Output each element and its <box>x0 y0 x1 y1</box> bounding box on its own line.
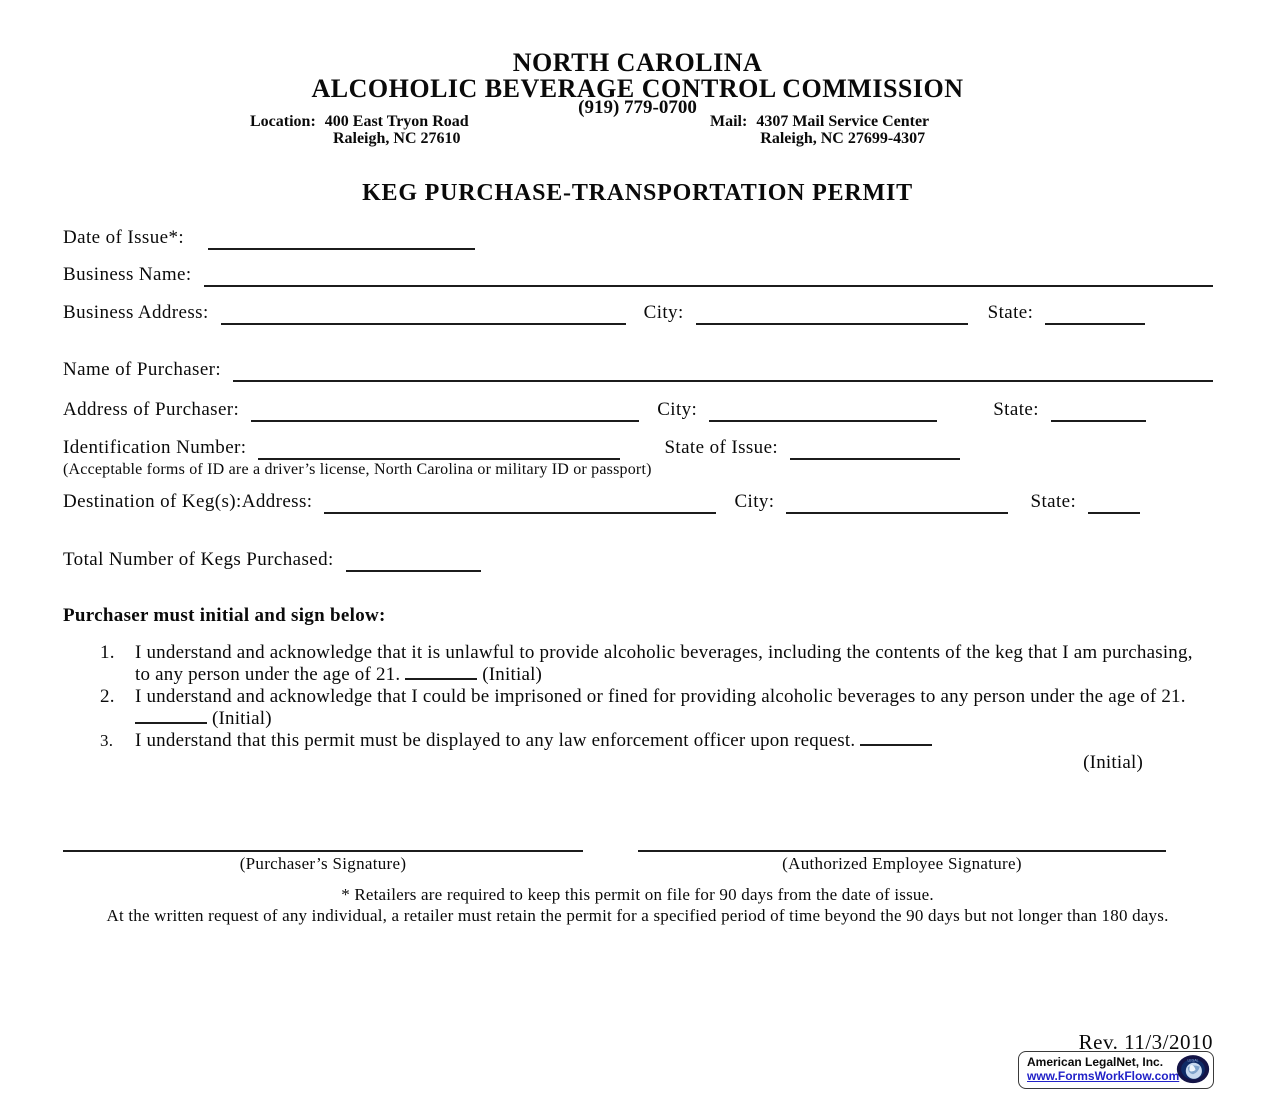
business-address-blank <box>221 305 626 325</box>
brand-name: American LegalNet, Inc. <box>1027 1055 1164 1069</box>
total-kegs-label: Total Number of Kegs Purchased: <box>63 549 334 570</box>
purchaser-signature-line <box>63 836 583 852</box>
acknowledgement-item-3 <box>100 730 1211 774</box>
business-state-blank <box>1045 305 1145 325</box>
purchaser-signature-block <box>63 836 583 874</box>
org-name-line1: NORTH CAROLINA <box>512 48 763 77</box>
destination-label: Destination of Keg(s):Address: <box>63 491 313 512</box>
globe-logo-icon <box>1176 1053 1210 1087</box>
purchaser-name-row <box>63 358 1213 382</box>
item-2-number: 2. <box>100 686 115 707</box>
business-name-blank <box>204 267 1213 287</box>
acknowledgement-item-1 <box>100 642 1211 686</box>
employee-signature-block <box>638 836 1166 874</box>
destination-state-blank <box>1088 494 1140 514</box>
item-2-initial-label: (Initial) <box>211 708 272 729</box>
location-block <box>250 113 469 147</box>
item-2-text: I understand and acknowledge that I could be imprisoned or fined for providing alcoholic beverages to any person under the age of 21. (Initial) <box>135 686 1186 729</box>
svg-text:LEGAL: LEGAL <box>1187 1058 1199 1063</box>
identification-number-label: Identification Number: <box>63 437 247 458</box>
forms-workflow-link[interactable]: www.FormsWorkFlow.com <box>1027 1069 1180 1083</box>
location-address-line1: 400 East Tryon Road <box>324 113 469 130</box>
purchaser-address-blank <box>251 402 639 422</box>
retention-footnote <box>65 884 1210 926</box>
purchaser-city-label: City: <box>657 399 698 420</box>
purchaser-address-label: Address of Purchaser: <box>63 399 240 420</box>
id-acceptable-note: (Acceptable forms of ID are a driver’s license, North Carolina or military ID or passport) <box>63 461 652 478</box>
item-3-number: 3. <box>100 731 114 750</box>
destination-city-label: City: <box>734 491 775 512</box>
org-phone: (919) 779-0700 <box>578 97 697 118</box>
total-kegs-blank <box>346 552 481 572</box>
business-city-label: City: <box>643 302 684 323</box>
item-3-text: I understand that this permit must be displayed to any law enforcement officer upon request. (Initial) <box>135 730 1143 773</box>
business-city-blank <box>696 305 968 325</box>
signature-section <box>63 836 1213 874</box>
date-of-issue-row <box>63 226 1213 250</box>
business-name-row <box>63 263 1213 287</box>
item-2-initial-blank <box>135 710 207 724</box>
identification-number-blank <box>258 440 620 460</box>
mail-label: Mail: <box>710 113 748 130</box>
destination-row <box>63 490 1213 514</box>
mail-address-line2: Raleigh, NC 27699-4307 <box>760 130 926 147</box>
item-1-number: 1. <box>100 642 115 663</box>
location-address-line2: Raleigh, NC 27610 <box>332 130 461 147</box>
business-state-label: State: <box>987 302 1034 323</box>
item-1-text: I understand and acknowledge that it is unlawful to provide alcoholic beverages, including the contents of the keg that I am purchasing, to any person under the age of 21. (Initial) <box>135 642 1193 685</box>
location-label: Location: <box>250 113 316 130</box>
purchaser-city-blank <box>709 402 937 422</box>
purchaser-address-row <box>63 398 1213 422</box>
item-1-initial-blank <box>405 666 477 680</box>
employee-signature-caption: (Authorized Employee Signature) <box>782 854 1022 873</box>
item-3-initial-blank <box>860 732 932 746</box>
footnote-line2: At the written request of any individual, a retailer must retain the permit for a specified period of time beyond the 90 days but not longer than 180 days. <box>106 906 1169 925</box>
page-title: KEG PURCHASE-TRANSPORTATION PERMIT <box>362 180 913 206</box>
american-legalnet-badge <box>1018 1051 1214 1089</box>
state-of-issue-label: State of Issue: <box>664 437 779 458</box>
business-name-label: Business Name: <box>63 264 192 285</box>
purchaser-state-label: State: <box>993 399 1039 420</box>
business-address-label: Business Address: <box>63 302 209 323</box>
acknowledgement-item-2 <box>100 686 1211 730</box>
purchaser-signature-caption: (Purchaser’s Signature) <box>239 854 407 873</box>
purchaser-state-blank <box>1051 402 1146 422</box>
state-of-issue-blank <box>790 440 960 460</box>
org-name-line2: ALCOHOLIC BEVERAGE CONTROL COMMISSION <box>311 74 964 103</box>
item-3-initial-label: (Initial) <box>1083 752 1143 773</box>
business-address-row <box>63 301 1213 325</box>
item-1-initial-label: (Initial) <box>482 664 543 685</box>
acknowledgement-heading: Purchaser must initial and sign below: <box>63 605 386 626</box>
footnote-line1: * Retailers are required to keep this permit on file for 90 days from the date of issue. <box>341 885 934 904</box>
total-kegs-row <box>63 548 1213 572</box>
revision-date: Rev. 11/3/2010 <box>1078 1030 1213 1054</box>
mail-block <box>710 113 929 147</box>
destination-city-blank <box>786 494 1008 514</box>
employee-signature-line <box>638 836 1166 852</box>
acknowledgement-list <box>100 642 1211 774</box>
purchaser-name-blank <box>233 362 1213 382</box>
destination-address-blank <box>324 494 716 514</box>
mail-address-line1: 4307 Mail Service Center <box>756 113 930 130</box>
identification-row <box>63 436 1213 460</box>
destination-state-label: State: <box>1030 491 1077 512</box>
purchaser-name-label: Name of Purchaser: <box>63 359 222 380</box>
date-of-issue-blank <box>208 230 475 250</box>
date-of-issue-label: Date of Issue*: <box>63 227 185 248</box>
